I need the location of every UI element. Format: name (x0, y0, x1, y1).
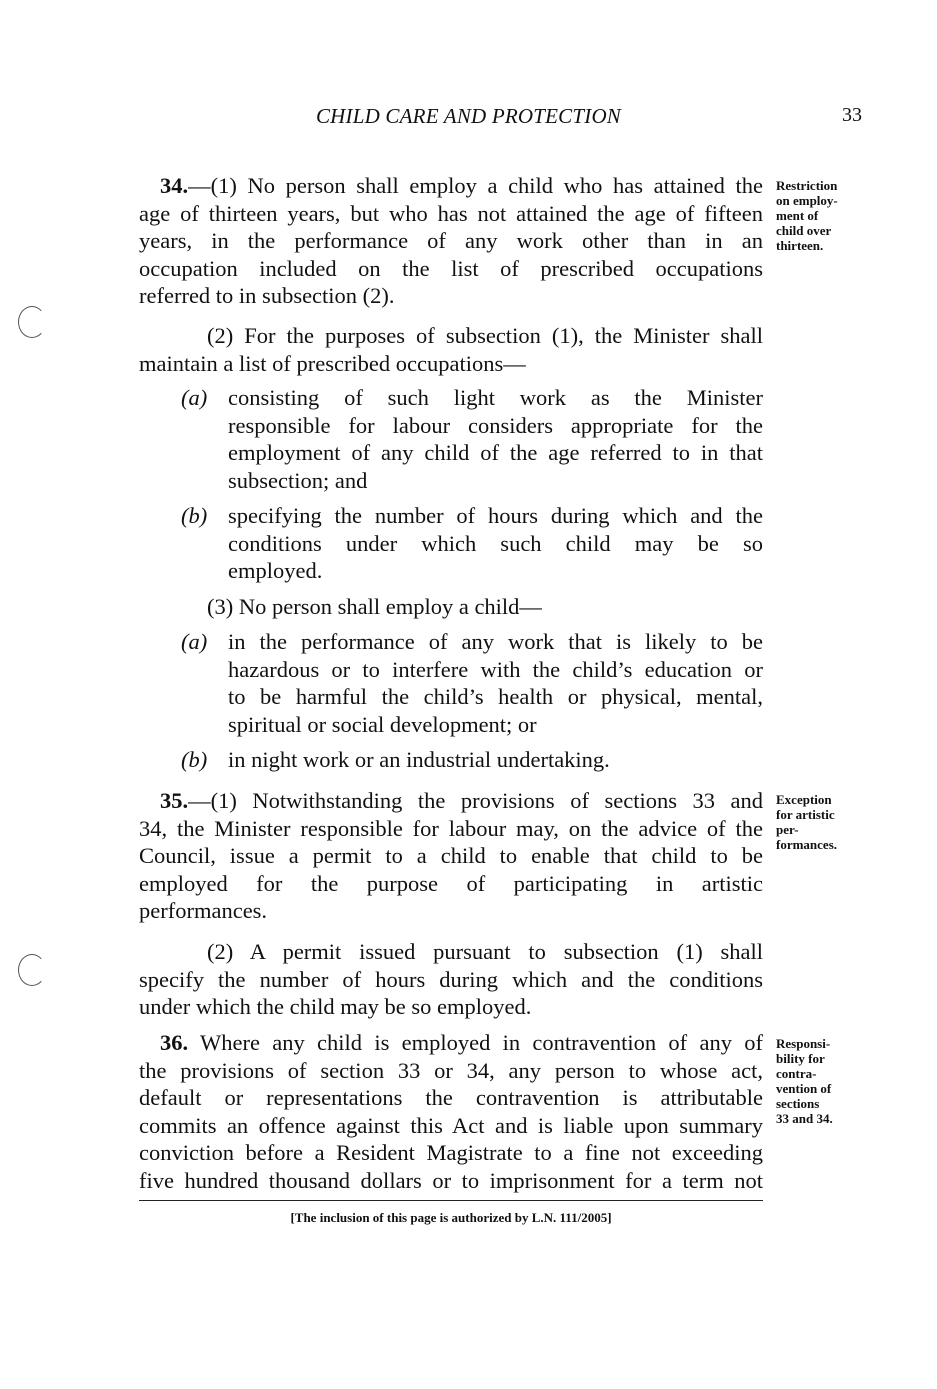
section-34-3-item-a: in the performance of any work that is likely to be hazardous or to interfere with the child’s education or to be harmful the child’s health or physical, mental, spiritual or social development; or (228, 629, 763, 737)
item-label: (b) (181, 747, 208, 772)
item-label: (b) (181, 503, 208, 528)
item-label: (a) (181, 385, 208, 410)
margin-note-section-36: Responsi- bility for contra- vention of sections 33 and 34. (776, 1036, 833, 1126)
section-number: 36. (160, 1030, 189, 1055)
running-header-title: CHILD CARE AND PROTECTION (315, 104, 622, 128)
page-number: 33 (842, 104, 862, 126)
section-34-subsection-1: 34.—(1) No person shall employ a child who has attained the age of thirteen years, but who has not attained the age of fifteen years, in the performance of any work other than in an occupation included on the list of prescribed occupations referred to in subsection (2). (139, 173, 763, 308)
margin-note-section-34: Restriction on employ- ment of child over thirteen. (776, 178, 838, 253)
section-number: 34. (160, 173, 189, 198)
section-34-3-item-b: in night work or an industrial undertaking. (228, 747, 610, 772)
item-label: (a) (181, 629, 208, 654)
punch-hole-mark (18, 954, 46, 986)
punch-hole-mark (18, 306, 46, 338)
section-number: 35. (160, 788, 189, 813)
section-35-subsection-2: (2) A permit issued pursuant to subsection (1) shall specify the number of hours during which and the conditions under which the child may be so employed. (139, 939, 763, 1019)
section-35-subsection-1: 35.—(1) Notwithstanding the provisions of sections 33 and 34, the Minister responsible for labour may, on the advice of the Council, issue a permit to a child to enable that child to be employed for the purpose of participating in artistic performances. (139, 788, 763, 923)
margin-note-section-35: Exception for artistic per- formances. (776, 792, 838, 852)
section-36: 36. Where any child is employed in contravention of any of the provisions of section 33 or 34, any person to whose act, default or representations the contravention is attributable commits an offence against this Act and is liable upon summary conviction before a Resident Magistrate to a fine not exceeding five hundred thousand dollars or to imprisonment for a term not (139, 1030, 763, 1193)
section-34-2-item-b: specifying the number of hours during which and the conditions under which such child may be so employed. (228, 503, 763, 583)
footer-rule (139, 1200, 763, 1201)
section-34-2-item-a: consisting of such light work as the Minister responsible for labour considers appropriate for the employment of any child of the age referred to in that subsection; and (228, 385, 763, 493)
section-34-subsection-3: (3) No person shall employ a child— (207, 594, 542, 619)
section-34-subsection-2: (2) For the purposes of subsection (1), the Minister shall maintain a list of prescribed occupations— (139, 323, 763, 376)
footer-authorization-note: [The inclusion of this page is authorized by L.N. 111/2005] (290, 1210, 612, 1225)
